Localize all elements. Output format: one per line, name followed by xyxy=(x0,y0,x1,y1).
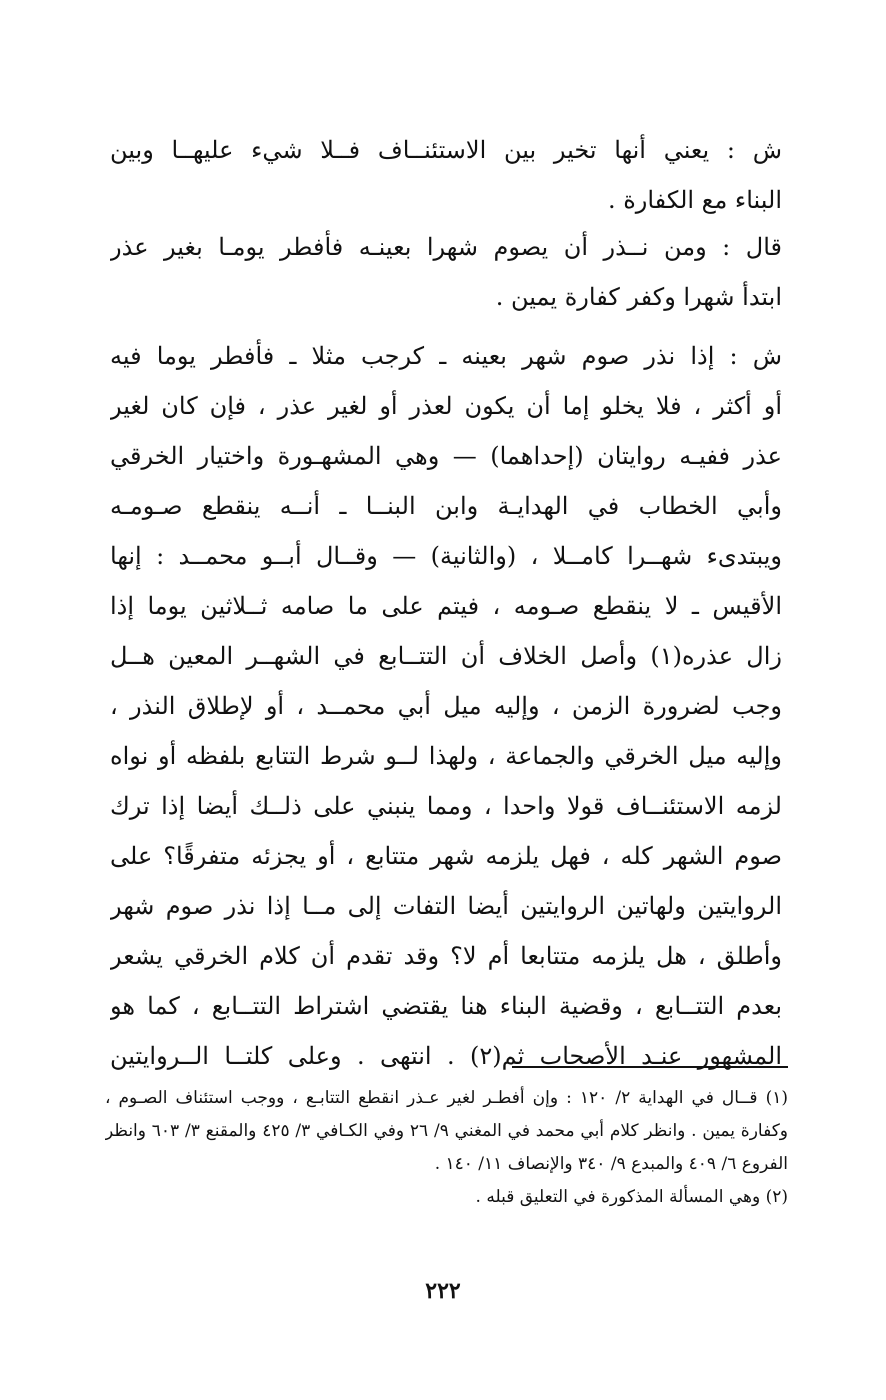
text-line: صوم الشهر كله ، فهل يلزمه شهر متتابع ، أو يجزئه متفرقًا؟ على xyxy=(110,842,782,870)
text-line: ش : إذا نذر صوم شهر بعينه ـ كرجب مثلا ـ فأفطر يوما فيه xyxy=(110,342,782,370)
text-line: ابتدأ شهرا وكفر كفارة يمين . xyxy=(495,283,782,311)
text-line: المشهور عنـد الأصحاب ثم(٢) . انتهى . وعلى كلتــا الــروايتين xyxy=(110,1042,782,1070)
commentary-paragraph-2 xyxy=(110,331,782,1081)
text-line: الأقيس ـ لا ينقطع صـومه ، فيتم على ما صامه ثــلاثين يوما إذا xyxy=(110,592,782,620)
text-line: بعدم التتــابع ، وقضية البناء هنا يقتضي اشتراط التتــابع ، كما هو xyxy=(110,992,782,1020)
text-line: ويبتدىء شهــرا كامــلا ، (والثانية) — وقــال أبــو محمــد : إنها xyxy=(110,542,782,570)
matn-paragraph xyxy=(110,222,782,322)
text-line: ش : يعني أنها تخير بين الاستئنــاف فــلا شيء عليهــا وبين xyxy=(110,136,782,164)
text-line: البناء مع الكفارة . xyxy=(607,186,782,214)
footnote-separator xyxy=(512,1066,788,1068)
commentary-paragraph-1 xyxy=(110,125,782,225)
text-line: عذر ففيـه روايتان (إحداهما) — وهي المشهـورة واختيار الخرقي xyxy=(110,442,782,470)
text-line: الروايتين ولهاتين الروايتين أيضا التفات إلى مــا إذا نذر صوم شهر xyxy=(110,892,782,920)
text-line: لزمه الاستئنــاف قولا واحدا ، ومما ينبني على ذلــك أيضا إذا ترك xyxy=(110,792,782,820)
text-line: زال عذره(١) وأصل الخلاف أن التتــابع في الشهــر المعين هــل xyxy=(110,642,782,670)
text-line: وأبي الخطاب في الهدايـة وابن البنــا ـ أنــه ينقطع صـومـه xyxy=(110,492,782,520)
text-line: وجب لضرورة الزمن ، وإليه ميل أبي محمــد ، أو لإطلاق النذر ، xyxy=(110,692,782,720)
text-line: وإليه ميل الخرقي والجماعة ، ولهذا لــو شرط التتابع بلفظه أو نواه xyxy=(110,742,782,770)
footnote-line: (٢) وهي المسألة المذكورة في التعليق قبله . xyxy=(475,1187,788,1207)
text-line: قال : ومن نــذر أن يصوم شهرا بعينـه فأفطر يومـا بغير عذر xyxy=(110,233,782,261)
footnotes xyxy=(105,1082,788,1214)
footnote-line: (١) قــال في الهداية ٢/ ١٢٠ : وإن أفطـر لغير عـذر انقطع التتابـع ، ووجب استئناف الصـوم ، xyxy=(105,1088,788,1108)
footnote-line: وكفارة يمين . وانظر كلام أبي محمد في المغني ٩/ ٢٦ وفي الكـافي ٣/ ٤٢٥ والمقنع ٣/ ٦٠٣ وانظر xyxy=(105,1121,788,1141)
page-number: ٢٢٢ xyxy=(425,1278,461,1304)
footnote-line: الفروع ٦/ ٤٠٩ والمبدع ٩/ ٣٤٠ والإنصاف ١١/ ١٤٠ . xyxy=(434,1154,788,1174)
text-line: وأطلق ، هل يلزمه متتابعا أم لا؟ وقد تقدم أن كلام الخرقي يشعر xyxy=(110,942,782,970)
text-line: أو أكثر ، فلا يخلو إما أن يكون لعذر أو لغير عذر ، فإن كان لغير xyxy=(110,392,782,420)
